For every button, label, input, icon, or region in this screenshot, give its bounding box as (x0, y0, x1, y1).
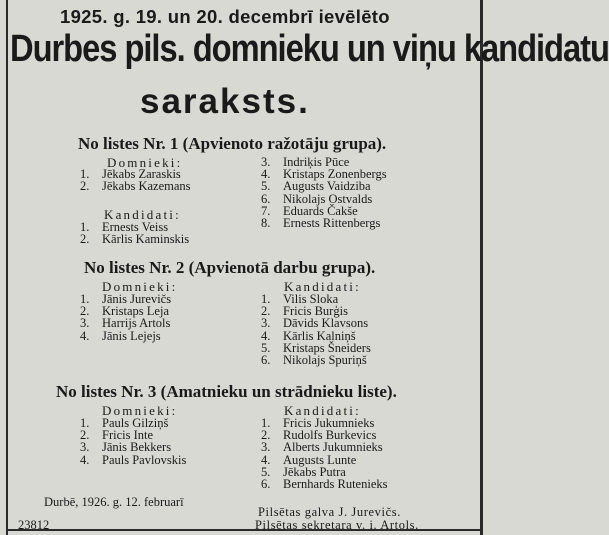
list-item: 2. Kārlis Kaminskis (80, 232, 190, 247)
list-item: 2. Kristaps Leja (80, 304, 169, 319)
list-item: 4. Pauls Pavlovskis (80, 452, 187, 467)
list-item: 1. Vilis Sloka (261, 292, 339, 306)
list3-domnieki-list (80, 417, 186, 466)
list-item: 1. Pauls Gilziņš (80, 416, 169, 430)
document-title: Durbes pils. domnieku un viņu kandidatu (10, 28, 609, 70)
document-subtitle: saraksts. (140, 82, 310, 121)
list1-kandidati-heading: Kandidati: (104, 207, 181, 222)
list-item: 1. Jānis Jurevičs (80, 292, 172, 306)
place-date: Durbē, 1926. g. 12. februarī (44, 495, 184, 509)
list-item: 4. Kārlis Kalniņš (261, 328, 356, 343)
list2-kandidati-list (261, 293, 371, 366)
list-item: 7. Eduards Čakše (261, 203, 358, 218)
list-item: 1. Ernests Veiss (80, 220, 169, 234)
list1-kandidati-list-right (261, 156, 387, 229)
election-date-line: 1925. g. 19. un 20. decembrī ievēlēto (60, 6, 390, 27)
list1-kandidati-list-left (80, 221, 189, 245)
border-left (6, 0, 8, 535)
list-item: 2. Jēkabs Kazemans (80, 179, 191, 194)
list3-heading: No listes Nr. 3 (Amatnieku un strādnieku liste). (56, 382, 397, 401)
list2-heading: No listes Nr. 2 (Apvienotā darbu grupa). (84, 258, 376, 277)
list-item: 5. Kristaps Šneiders (261, 340, 371, 355)
list3-domnieki-heading: Domnieki: (102, 403, 178, 418)
list-item: 3. Harrijs Artols (80, 316, 171, 331)
list-item: 2. Fricis Inte (80, 428, 154, 443)
list-item: 2. Rudolfs Burkevics (261, 428, 377, 443)
list1-domnieki-heading: Domnieki: (107, 155, 183, 170)
list-item: 4. Jānis Lejejs (80, 328, 161, 343)
list-item: 6. Bernhards Rutenieks (261, 476, 388, 491)
signature-mayor: Pilsētas galva J. Jurevičs. (258, 505, 401, 519)
list-item: 6. Nikolajs Ostvalds (261, 191, 373, 206)
list2-domnieki-heading: Domnieki: (102, 279, 178, 294)
list1-heading: No listes Nr. 1 (Apvienoto ražotāju grupa). (78, 134, 387, 153)
list-item: 3. Dāvids Klavsons (261, 316, 369, 331)
list-item: 2. Fricis Burģis (261, 304, 348, 319)
list-item: 1. Jēkabs Zaraskis (80, 167, 181, 181)
catalog-number: 23812 (18, 518, 50, 532)
list-item: 1. Fricis Jukumnieks (261, 416, 375, 430)
list1-domnieki-list (80, 168, 191, 192)
list3-kandidati-list (261, 417, 388, 490)
list-item: 5. Augusts Vaidziba (261, 179, 371, 194)
list-item: 8. Ernests Rittenbergs (261, 215, 381, 230)
list-item: 6. Nikolajs Spuriņš (261, 352, 367, 367)
list2-kandidati-heading: Kandidati: (284, 279, 361, 294)
list-item: 4. Kristaps Zonenbergs (261, 167, 387, 182)
list-item: 3. Jānis Bekkers (80, 440, 172, 455)
list-item: 4. Augusts Lunte (261, 452, 357, 467)
list-item: 5. Jēkabs Putra (261, 464, 346, 479)
list-item: 3. Indriķis Pūce (261, 155, 350, 169)
list3-kandidati-heading: Kandidati: (284, 403, 361, 418)
list-item: 3. Alberts Jukumnieks (261, 440, 383, 455)
list2-domnieki-list (80, 293, 171, 342)
border-right (480, 0, 483, 535)
signature-secretary: Pilsētas sekretara v. i. Artols. (255, 518, 419, 532)
